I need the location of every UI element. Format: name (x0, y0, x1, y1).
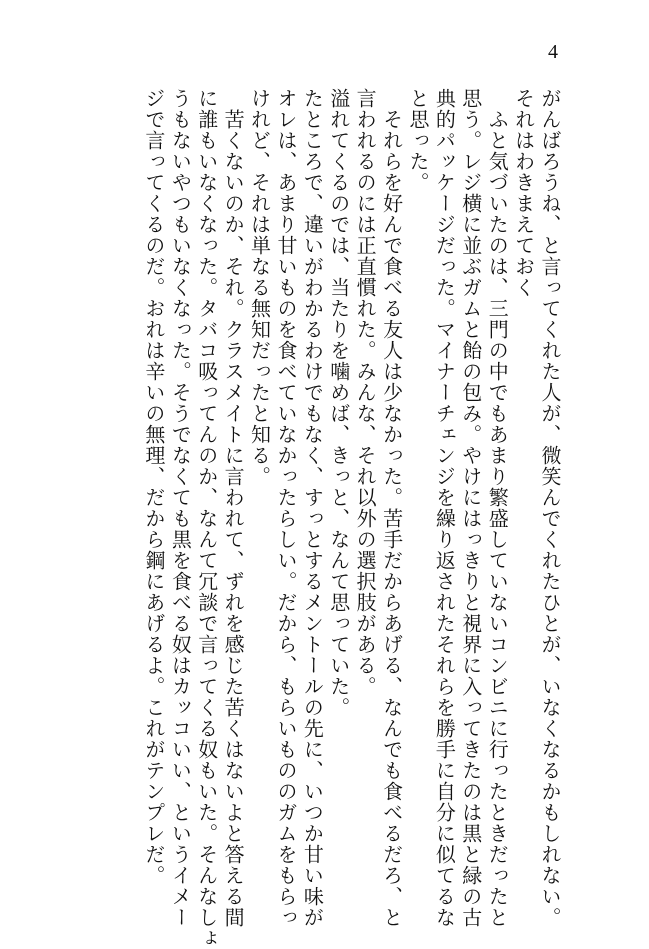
text-line: オレは、あまり甘いものを食べていなかったらしい。だから、もらいもののガムをもらっ (273, 88, 298, 928)
text-line: 苦くないのか、それ。クラスメイトに言われて、ずれを感じた苦くはないよと答える間 (221, 88, 246, 928)
text-line: たところで、違いがわかるわけでもなく、すっとするメントールの先に、いつか甘い味が (300, 88, 325, 928)
text-line: それらを好んで食べる友人は少なかった。苦手だからあげる、なんでも食べるだろ、と (379, 88, 404, 928)
text-line: 言われるのには正直慣れた。みんな、それ以外の選択肢がある。 (353, 88, 378, 697)
text-line: ジで言ってくるのだ。おれは辛いの無理、だから鋼にあげるよ。これがテンプレだ。 (141, 88, 166, 886)
text-line: に誰もいなくなった。タバコ吸ってんのか、なんて冗談で言ってくる奴もいた。そんなしょ (194, 88, 219, 949)
text-line: 思う。レジ横に並ぶガムと飴の包み。やけにはっきりと視界に入ってきたのは黒と緑の古 (458, 88, 483, 928)
vertical-body-text (141, 88, 564, 949)
page-number: 4 (548, 41, 558, 63)
text-line: ふと気づいたのは、三門の中でもあまり繁盛していないコンビニに行ったときだったと (485, 88, 510, 928)
text-line: 溢れてくるのでは、当たりを噛めば、きっと、なんて思っていた。 (326, 88, 351, 718)
text-line: 典的パッケージだった。マイナーチェンジを繰り返されたそれらを勝手に自分に似てるな (432, 88, 457, 928)
text-line: と思った。 (405, 88, 430, 193)
text-line: けれど、それは単なる無知だったと知る。 (247, 88, 272, 487)
text-line: うもないやつもいなくなった。そうでなくても黒を食べる奴はカッコいい、というイメー (168, 88, 193, 928)
text-line: それはわきまえておく (511, 88, 536, 298)
text-line: がんばろうね、と言ってくれた人が、微笑んでくれたひとが、いなくなるかもしれない。 (538, 88, 562, 928)
